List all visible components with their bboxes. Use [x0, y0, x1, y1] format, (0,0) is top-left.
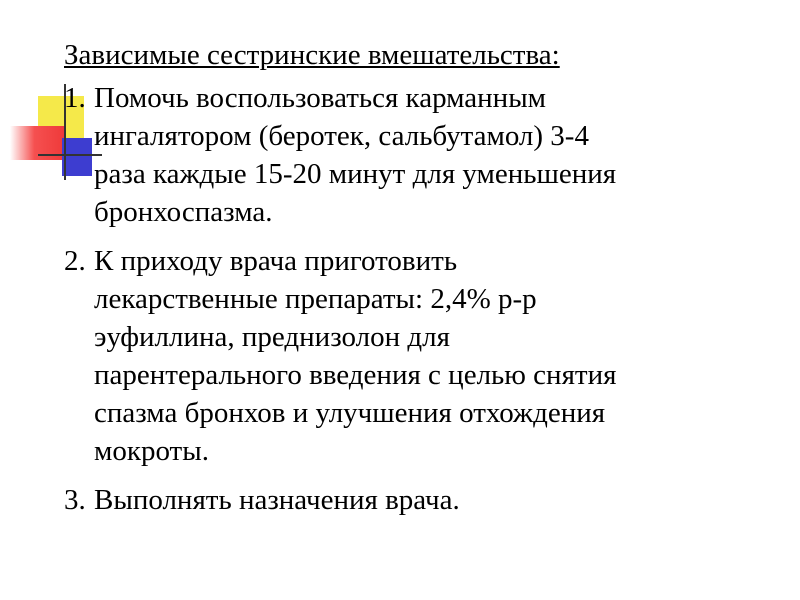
list-item-number: 3. [64, 484, 86, 516]
list-item-line: ингалятором (беротек, сальбутамол) 3-4 [94, 120, 589, 152]
list-item-line: К приходу врача приготовить [94, 245, 458, 277]
list-item-number: 2. [64, 245, 86, 277]
list-item-line: Выполнять назначения врача. [94, 484, 460, 516]
slide-heading: Зависимые сестринские вмешательства: [64, 39, 560, 71]
list-item-number: 1. [64, 82, 86, 114]
list-item-line: бронхоспазма. [94, 196, 273, 228]
list-item-line: спазма бронхов и улучшения отхождения [94, 397, 606, 429]
list-item-2 [64, 242, 764, 470]
list-item-3 [64, 481, 764, 519]
slide-content [64, 36, 764, 530]
list-item-line: эуфиллина, преднизолон для [94, 321, 450, 353]
list-item-line: раза каждые 15-20 минут для уменьшения [94, 158, 617, 190]
list-item-1 [64, 79, 764, 231]
list-item-line: Помочь воспользоваться карманным [94, 82, 547, 114]
list-item-line: мокроты. [94, 435, 209, 467]
list-item-line: парентерального введения с целью снятия [94, 359, 617, 391]
list-item-line: лекарственные препараты: 2,4% р-р [94, 283, 537, 315]
